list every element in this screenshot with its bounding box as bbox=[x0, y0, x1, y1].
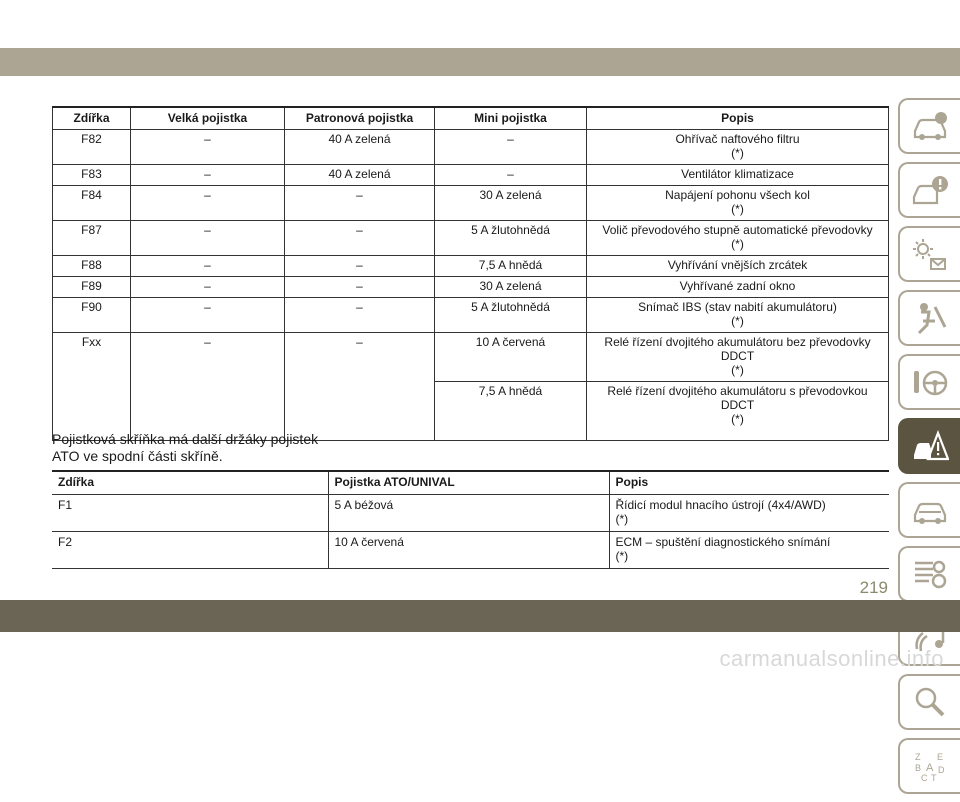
cell-fuse: 10 A červená bbox=[328, 532, 609, 569]
description-line: Relé řízení dvojitého akumulátoru bez převodovky bbox=[604, 335, 871, 349]
note-line: ATO ve spodní části skříně. bbox=[52, 448, 223, 464]
tab-service[interactable] bbox=[898, 482, 960, 538]
alpha-letter: C bbox=[921, 773, 928, 783]
car-info-icon bbox=[911, 109, 949, 143]
cell-description bbox=[587, 333, 889, 382]
alpha-letter: E bbox=[937, 752, 944, 762]
cell-description bbox=[587, 221, 889, 256]
cell-description bbox=[609, 532, 889, 569]
header-slot: Zdířka bbox=[52, 471, 328, 495]
table-header-row bbox=[53, 107, 889, 130]
cell-description bbox=[587, 277, 889, 298]
cell-slot: Fxx bbox=[53, 333, 131, 441]
cell-mini: 7,5 A hnědá bbox=[435, 256, 587, 277]
description-footnote: (*) bbox=[731, 202, 744, 216]
cell-mini: – bbox=[435, 165, 587, 186]
cell-cartridge: – bbox=[285, 333, 435, 441]
description-footnote: (*) bbox=[615, 549, 629, 563]
cell-cartridge: – bbox=[285, 221, 435, 256]
description-line: ECM – spuštění diagnostického snímání bbox=[615, 535, 831, 549]
table-row bbox=[53, 298, 889, 333]
cell-description bbox=[587, 186, 889, 221]
description-line: Řídicí modul hnacího ústrojí (4x4/AWD) bbox=[615, 498, 826, 512]
header-ato-fuse: Pojistka ATO/UNIVAL bbox=[328, 471, 609, 495]
page-number: 219 bbox=[859, 578, 888, 597]
cell-slot: F84 bbox=[53, 186, 131, 221]
alpha-letter: A bbox=[926, 762, 934, 774]
header-slot: Zdířka bbox=[53, 107, 131, 130]
cell-slot: F2 bbox=[52, 532, 328, 569]
description-line: Ventilátor klimatizace bbox=[681, 167, 794, 181]
description-line: DDCT bbox=[720, 349, 755, 363]
description-footnote: (*) bbox=[731, 412, 744, 426]
cell-mini: 10 A červená bbox=[435, 333, 587, 382]
cell-big: – bbox=[131, 298, 285, 333]
tab-breakdown[interactable] bbox=[898, 418, 960, 474]
cell-cartridge: 40 A zelená bbox=[285, 165, 435, 186]
cell-mini: 30 A zelená bbox=[435, 277, 587, 298]
table-header-row bbox=[52, 471, 889, 495]
description-line: Relé řízení dvojitého akumulátoru s převodovkou bbox=[607, 384, 868, 398]
table-row bbox=[53, 256, 889, 277]
car-warning-icon bbox=[911, 173, 949, 207]
tab-search[interactable] bbox=[898, 674, 960, 730]
description-line: Napájení pohonu všech kol bbox=[665, 188, 810, 202]
description-line: Volič převodového stupně automatické převodovky bbox=[602, 223, 873, 237]
cell-cartridge: – bbox=[285, 277, 435, 298]
note-paragraph bbox=[52, 431, 318, 465]
note-line: Pojistková skříňka má další držáky pojistek bbox=[52, 431, 319, 447]
tab-dashboard-lights[interactable] bbox=[898, 226, 960, 282]
dashboard-lights-icon bbox=[911, 237, 949, 271]
tab-safety[interactable] bbox=[898, 290, 960, 346]
tab-specifications[interactable] bbox=[898, 546, 960, 602]
cell-slot: F82 bbox=[53, 130, 131, 165]
cell-slot: F87 bbox=[53, 221, 131, 256]
watermark: carmanualsonline.info bbox=[719, 646, 944, 671]
fuse-table-ato bbox=[52, 470, 889, 569]
description-line: DDCT bbox=[720, 398, 755, 412]
cell-cartridge: – bbox=[285, 298, 435, 333]
header-description: Popis bbox=[587, 107, 889, 130]
table-row bbox=[53, 165, 889, 186]
description-line: Snímač IBS (stav nabití akumulátoru) bbox=[638, 300, 837, 314]
table-row bbox=[53, 186, 889, 221]
alpha-letter: D bbox=[938, 765, 945, 775]
search-index-icon bbox=[911, 685, 949, 719]
description-footnote: (*) bbox=[731, 146, 744, 160]
cell-description bbox=[609, 495, 889, 532]
description-line: Vyhřívané zadní okno bbox=[679, 279, 796, 293]
cell-cartridge: – bbox=[285, 186, 435, 221]
alphabet-index-icon bbox=[911, 749, 949, 783]
table-row bbox=[53, 277, 889, 298]
description-footnote: (*) bbox=[731, 363, 744, 377]
description-footnote: (*) bbox=[731, 314, 744, 328]
cell-slot: F88 bbox=[53, 256, 131, 277]
description-line: Vyhřívání vnějších zrcátek bbox=[667, 258, 808, 272]
cell-big: – bbox=[131, 256, 285, 277]
cell-cartridge: – bbox=[285, 256, 435, 277]
tab-alphabet-index[interactable] bbox=[898, 738, 960, 794]
table-row bbox=[52, 532, 889, 569]
cell-big: – bbox=[131, 186, 285, 221]
table-row bbox=[53, 333, 889, 382]
alpha-letter: B bbox=[915, 763, 922, 773]
cell-mini: 30 A zelená bbox=[435, 186, 587, 221]
cell-big: – bbox=[131, 221, 285, 256]
cell-description bbox=[587, 298, 889, 333]
cell-description bbox=[587, 256, 889, 277]
alpha-letter: T bbox=[931, 773, 937, 783]
header-big-fuse: Velká pojistka bbox=[131, 107, 285, 130]
fuse-table-main bbox=[52, 106, 889, 441]
cell-description bbox=[587, 382, 889, 441]
breakdown-icon bbox=[911, 429, 949, 463]
cell-big: – bbox=[131, 333, 285, 441]
cell-mini: 5 A žlutohnědá bbox=[435, 221, 587, 256]
cell-description bbox=[587, 130, 889, 165]
top-band bbox=[0, 48, 960, 76]
description-footnote: (*) bbox=[731, 237, 744, 251]
safety-seat-icon bbox=[911, 301, 949, 335]
header-description: Popis bbox=[609, 471, 889, 495]
cell-mini: 5 A žlutohnědá bbox=[435, 298, 587, 333]
cell-big: – bbox=[131, 130, 285, 165]
chapter-sidebar bbox=[898, 98, 960, 802]
header-mini-fuse: Mini pojistka bbox=[435, 107, 587, 130]
bottom-band bbox=[0, 600, 960, 632]
cell-slot: F1 bbox=[52, 495, 328, 532]
table-row bbox=[53, 221, 889, 256]
cell-mini: – bbox=[435, 130, 587, 165]
cell-fuse: 5 A béžová bbox=[328, 495, 609, 532]
alpha-letter: Z bbox=[915, 752, 921, 762]
cell-slot: F83 bbox=[53, 165, 131, 186]
cell-cartridge: 40 A zelená bbox=[285, 130, 435, 165]
tab-steering[interactable] bbox=[898, 354, 960, 410]
tab-car-warning[interactable] bbox=[898, 162, 960, 218]
description-footnote: (*) bbox=[615, 512, 629, 526]
specifications-icon bbox=[911, 557, 949, 591]
service-car-icon bbox=[911, 493, 949, 527]
cell-mini: 7,5 A hnědá bbox=[435, 382, 587, 441]
tab-car-info[interactable] bbox=[898, 98, 960, 154]
cell-slot: F89 bbox=[53, 277, 131, 298]
cell-big: – bbox=[131, 277, 285, 298]
cell-big: – bbox=[131, 165, 285, 186]
table-row bbox=[53, 130, 889, 165]
cell-slot: F90 bbox=[53, 298, 131, 333]
table-row bbox=[52, 495, 889, 532]
header-cartridge-fuse: Patronová pojistka bbox=[285, 107, 435, 130]
cell-description bbox=[587, 165, 889, 186]
steering-wheel-icon bbox=[911, 365, 949, 399]
description-line: Ohřívač naftového filtru bbox=[675, 132, 800, 146]
